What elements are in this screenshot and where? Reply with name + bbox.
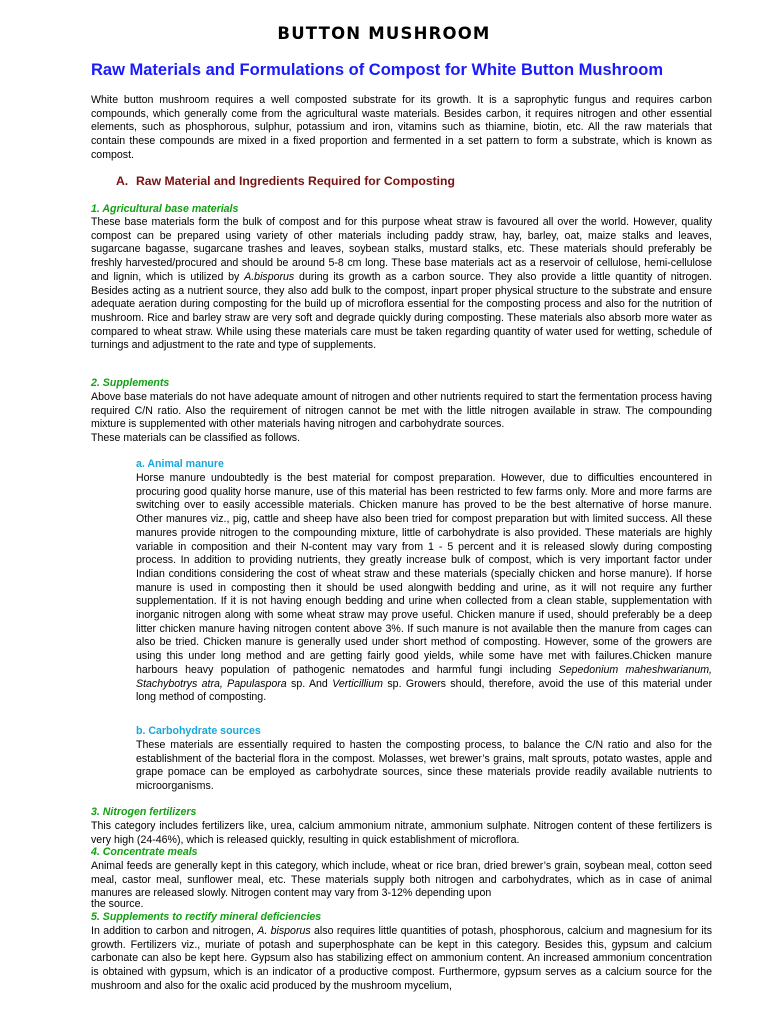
carbohydrate-sources-paragraph: These materials are essentially required to hasten the composting process, to balance the C/N ratio and also for the establishment of the bacterial flora in the compost. Molasses, wet brewer’s grains, malt sprouts, potato wastes, apple and grape pomace can be employed as carbohydrate sources, since these materials provide readily available nutrients to microorganisms. [136,739,712,793]
paragraph-text: sp. Growers should, therefore, avoid the use of this material under long method of composting. [136,677,712,704]
section-a-heading [116,174,455,188]
mineral-supplements-heading: 5. Supplements to rectify mineral deficiencies [91,911,322,923]
nitrogen-fertilizers-paragraph: This category includes fertilizers like, urea, calcium ammonium nitrate, ammonium sulphate. Nitrogen content of these fertilizers is very high (24-46%), which is released quickly, resulting in quick establishment of microflora. [91,820,712,846]
concentrate-meals-heading: 4. Concentrate meals [91,846,198,858]
agricultural-base-materials-heading: 1. Agricultural base materials [91,203,239,215]
species-name: A. bisporus [257,925,311,937]
species-name: A.bisporus [244,270,295,283]
document-title: BUTTON MUSHROOM [277,24,491,43]
section-a-title: Raw Material and Ingredients Required for Composting [136,174,455,188]
animal-manure-paragraph [136,472,712,705]
concentrate-meals-paragraph: Animal feeds are generally kept in this category, which include, wheat or rice bran, dried brewer’s grain, soybean meal, cotton seed meal, castor meal, sunflower meal, etc. These materials supply both nitrogen and carbohydrates, which as in case of animal manures are released slowly. Nitrogen content may vary from 3-12% depending upon [91,860,712,900]
section-a-letter: A. [116,174,129,188]
mineral-supplements-paragraph [91,925,712,994]
supplements-paragraph: Above base materials do not have adequate amount of nitrogen and other nutrients required to start the fermentation process having required C/N ratio. Also the requirement of nitrogen cannot be met with the little nitrogen available in straw. The compounding mixture is supplemented with other materials having nitrogen and carbohydrate sources. [91,391,712,431]
carbohydrate-sources-heading: b. Carbohydrate sources [136,725,261,737]
paragraph-text: also requires little quantities of potash, phosphorous, calcium and magnesium for its growth. Fertilizers viz., muriate of potash and superphosphate can be kept in this category. Besides this, gypsum and calcium carbonate can also be kept here. Gypsum also has stabilizing effect on ammonium content. An increased ammonium concentration is obtained with gypsum, which is an indicator of a productive compost. Furthermore, gypsum serves as a calcium source for the mushroom and also for the oxalic acid produced by the mushroom mycelium, [91,925,712,992]
supplements-classification-line: These materials can be classified as follows. [91,432,301,444]
main-heading: Raw Materials and Formulations of Compost for White Button Mushroom [91,61,663,79]
paragraph-text: during its growth as a carbon source. They also provide a little quantity of nitrogen. Besides acting as a nutrient source, they also add bulk to the compost, inpart proper physical structure to the substrate and ensure adequate aeration during composting for the build up of microflora essential for the composting process and also for the nutrition of mushroom. Rice and barley straw are very soft and degrade quickly during composting. These materials also absorb more water as compared to wheat straw. While using these materials care must be taken regarding quantity of water used for wetting, schedule of turnings and adjustment to the rate and type of supplements. [91,270,712,352]
species-name: Verticillium [332,677,384,690]
species-names: Sepedonium maheshwarianum, Stachybotrys atra, Papulaspora [136,663,712,690]
nitrogen-fertilizers-heading: 3. Nitrogen fertilizers [91,806,197,818]
paragraph-text: These base materials form the bulk of compost and for this purpose wheat straw is favoured all over the world. However, quality compost can be prepared using variety of other materials including paddy straw, hay, barley, oat, maize stalks and leaves, sugarcane bagasse, sugarcane trashes and leaves, soybean stalks, mustard stalks, etc. These materials should preferably be freshly harvested/procured and should be around 5-8 cm long. These base materials act as a reservoir of cellulose, hemi-cellulose and lignin, which is utilized by [91,216,712,283]
paragraph-text: In addition to carbon and nitrogen, [91,925,258,937]
intro-paragraph: White button mushroom requires a well composted substrate for its growth. It is a saprophytic fungus and requires carbon compounds, which generally come from the agricultural waste materials. Besides carbon, it requires nitrogen and other essential elements, such as phosphorous, sulphur, potassium and iron, vitamins such as thiamine, biotin, etc. All the raw materials that contain these compounds are mixed in a fixed proportion and fermented in a set pattern to form a substrate, which is known as compost. [91,94,712,161]
paragraph-text: sp. And [286,677,333,690]
concentrate-meals-source-line: the source. [91,898,144,910]
animal-manure-heading: a. Animal manure [136,458,224,470]
supplements-heading: 2. Supplements [91,377,170,389]
agricultural-base-materials-paragraph [91,216,712,353]
paragraph-text: Horse manure undoubtedly is the best material for compost preparation. However, due to difficulties encountered in procuring good quality horse manure, use of this material has been restricted to few farms only. More and more farms are switching over to easily accessible materials. Chicken manure has proved to be the best alternative of horse manure. Other manures viz., pig, cattle and sheep have also been tried for compost preparation but with limited success. All these manures provide nitrogen to the compounding mixture, little of carbohydrate is also provided. These materials are highly variable in composition and their N-content may vary from 1 - 5 percent and it is released slowly during composting process. In addition to providing nutrients, they greatly increase bulk of compost, which is very important factor under Indian conditions considering the cost of wheat straw and these materials (specially chicken and horse manure). If horse manure is used in composting then it should be used alongwith bedding and urine, as it will not require any further supplementation. If it is not having enough bedding and urine when collected from a clean stable, supplementation with inorganic nitrogen along with some wheat straw may prove useful. Chicken manure if used, should preferably be a deep litter chicken manure having nitrogen content above 3%. If such manure is not available then the manure from cages can also be tried. Chicken manure is generally used under short method of composting. However, some of the growers are using this under long method and are getting fairly good yields, while some have met with failures.Chicken manure harbours heavy population of pathogenic nematodes and harmful fungi including [136,472,712,676]
